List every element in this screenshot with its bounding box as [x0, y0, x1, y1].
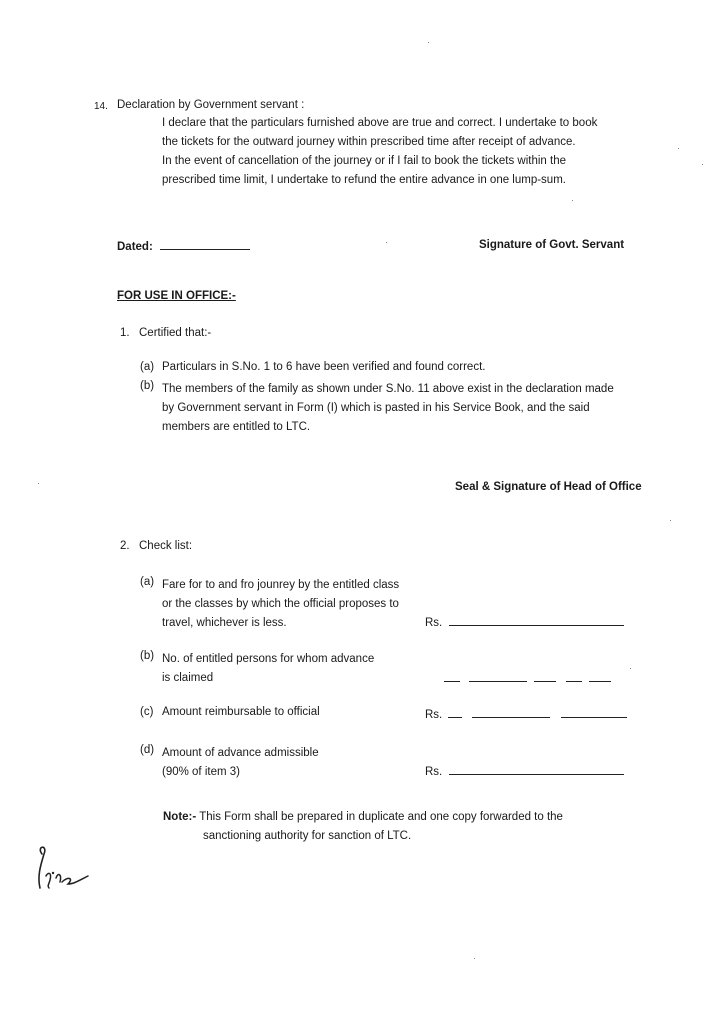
checklist-a-amount-field: [425, 614, 624, 629]
handwritten-initials: [28, 840, 98, 900]
checklist-label: Check list:: [139, 540, 193, 552]
certified-b-line: The members of the family as shown under S.No. 11 above exist in the declaration made: [162, 383, 614, 395]
rs-label: Rs.: [425, 709, 443, 721]
declaration-line: I declare that the particulars furnished above are true and correct. I undertake to book: [162, 117, 598, 129]
checklist-b-line: No. of entitled persons for whom advance: [162, 653, 375, 665]
certified-item-a-text: Particulars in S.No. 1 to 6 have been verified and found correct.: [162, 361, 486, 373]
certified-item-b-tag: (b): [140, 380, 155, 392]
dated-field: [117, 238, 250, 253]
entitled-persons-blank[interactable]: [589, 670, 611, 682]
checklist-a-line: travel, whichever is less.: [162, 617, 287, 629]
declaration-text: [162, 114, 662, 190]
checklist-item-d-tag: (d): [140, 744, 155, 756]
reimbursable-amount-blank[interactable]: [472, 706, 550, 718]
declaration-number: 14.: [94, 101, 108, 112]
note-label: Note:-: [163, 811, 197, 823]
declaration-title: Declaration by Government servant :: [117, 99, 305, 111]
checklist-a-line: Fare for to and fro jounrey by the entitled class: [162, 579, 400, 591]
certified-item-a-tag: (a): [140, 361, 155, 373]
office-use-heading: FOR USE IN OFFICE:-: [117, 290, 236, 302]
checklist-number: 2.: [120, 540, 130, 552]
reimbursable-amount-blank[interactable]: [561, 706, 627, 718]
declaration-line: the tickets for the outward journey within prescribed time after receipt of advance.: [162, 136, 576, 148]
certified-number: 1.: [120, 327, 130, 339]
checklist-item-d-text: [162, 744, 422, 782]
checklist-c-amount-field: [425, 706, 627, 721]
govt-servant-signature-label: Signature of Govt. Servant: [479, 239, 625, 251]
certified-label: Certified that:-: [139, 327, 212, 339]
entitled-persons-blank[interactable]: [566, 670, 582, 682]
checklist-a-line: or the classes by which the official proposes to: [162, 598, 399, 610]
note-text-line1: This Form shall be prepared in duplicate and one copy forwarded to the: [199, 811, 563, 823]
checklist-d-amount-field: [425, 763, 624, 778]
checklist-d-line: (90% of item 3): [162, 766, 240, 778]
certified-item-b-text: [162, 380, 662, 437]
dated-blank[interactable]: [160, 238, 250, 250]
advance-amount-blank[interactable]: [449, 763, 624, 775]
checklist-item-b-tag: (b): [140, 650, 155, 662]
note-text-line2: sanctioning authority for sanction of LTC.: [203, 830, 412, 842]
checklist-item-c-tag: (c): [140, 706, 154, 718]
note: [163, 811, 643, 823]
head-of-office-seal-label: Seal & Signature of Head of Office: [455, 481, 642, 493]
entitled-persons-blank[interactable]: [469, 670, 527, 682]
checklist-b-line: is claimed: [162, 672, 214, 684]
rs-label: Rs.: [425, 766, 443, 778]
checklist-item-c-text: Amount reimbursable to official: [162, 706, 320, 718]
fare-amount-blank[interactable]: [449, 614, 624, 626]
rs-label: Rs.: [425, 617, 443, 629]
checklist-item-a-text: [162, 576, 422, 633]
certified-b-line: members are entitled to LTC.: [162, 421, 311, 433]
declaration-line: In the event of cancellation of the journey or if I fail to book the tickets within the: [162, 155, 567, 167]
entitled-persons-blank[interactable]: [444, 670, 460, 682]
checklist-item-a-tag: (a): [140, 576, 155, 588]
reimbursable-amount-blank[interactable]: [448, 706, 462, 718]
certified-b-line: by Government servant in Form (I) which is pasted in his Service Book, and the said: [162, 402, 590, 414]
checklist-d-line: Amount of advance admissible: [162, 747, 319, 759]
checklist-item-b-text: [162, 650, 422, 688]
declaration-line: prescribed time limit, I undertake to refund the entire advance in one lump-sum.: [162, 174, 566, 186]
entitled-persons-blank[interactable]: [534, 670, 556, 682]
entitled-persons-blank-group: [444, 670, 611, 685]
dated-label: Dated:: [117, 241, 153, 253]
